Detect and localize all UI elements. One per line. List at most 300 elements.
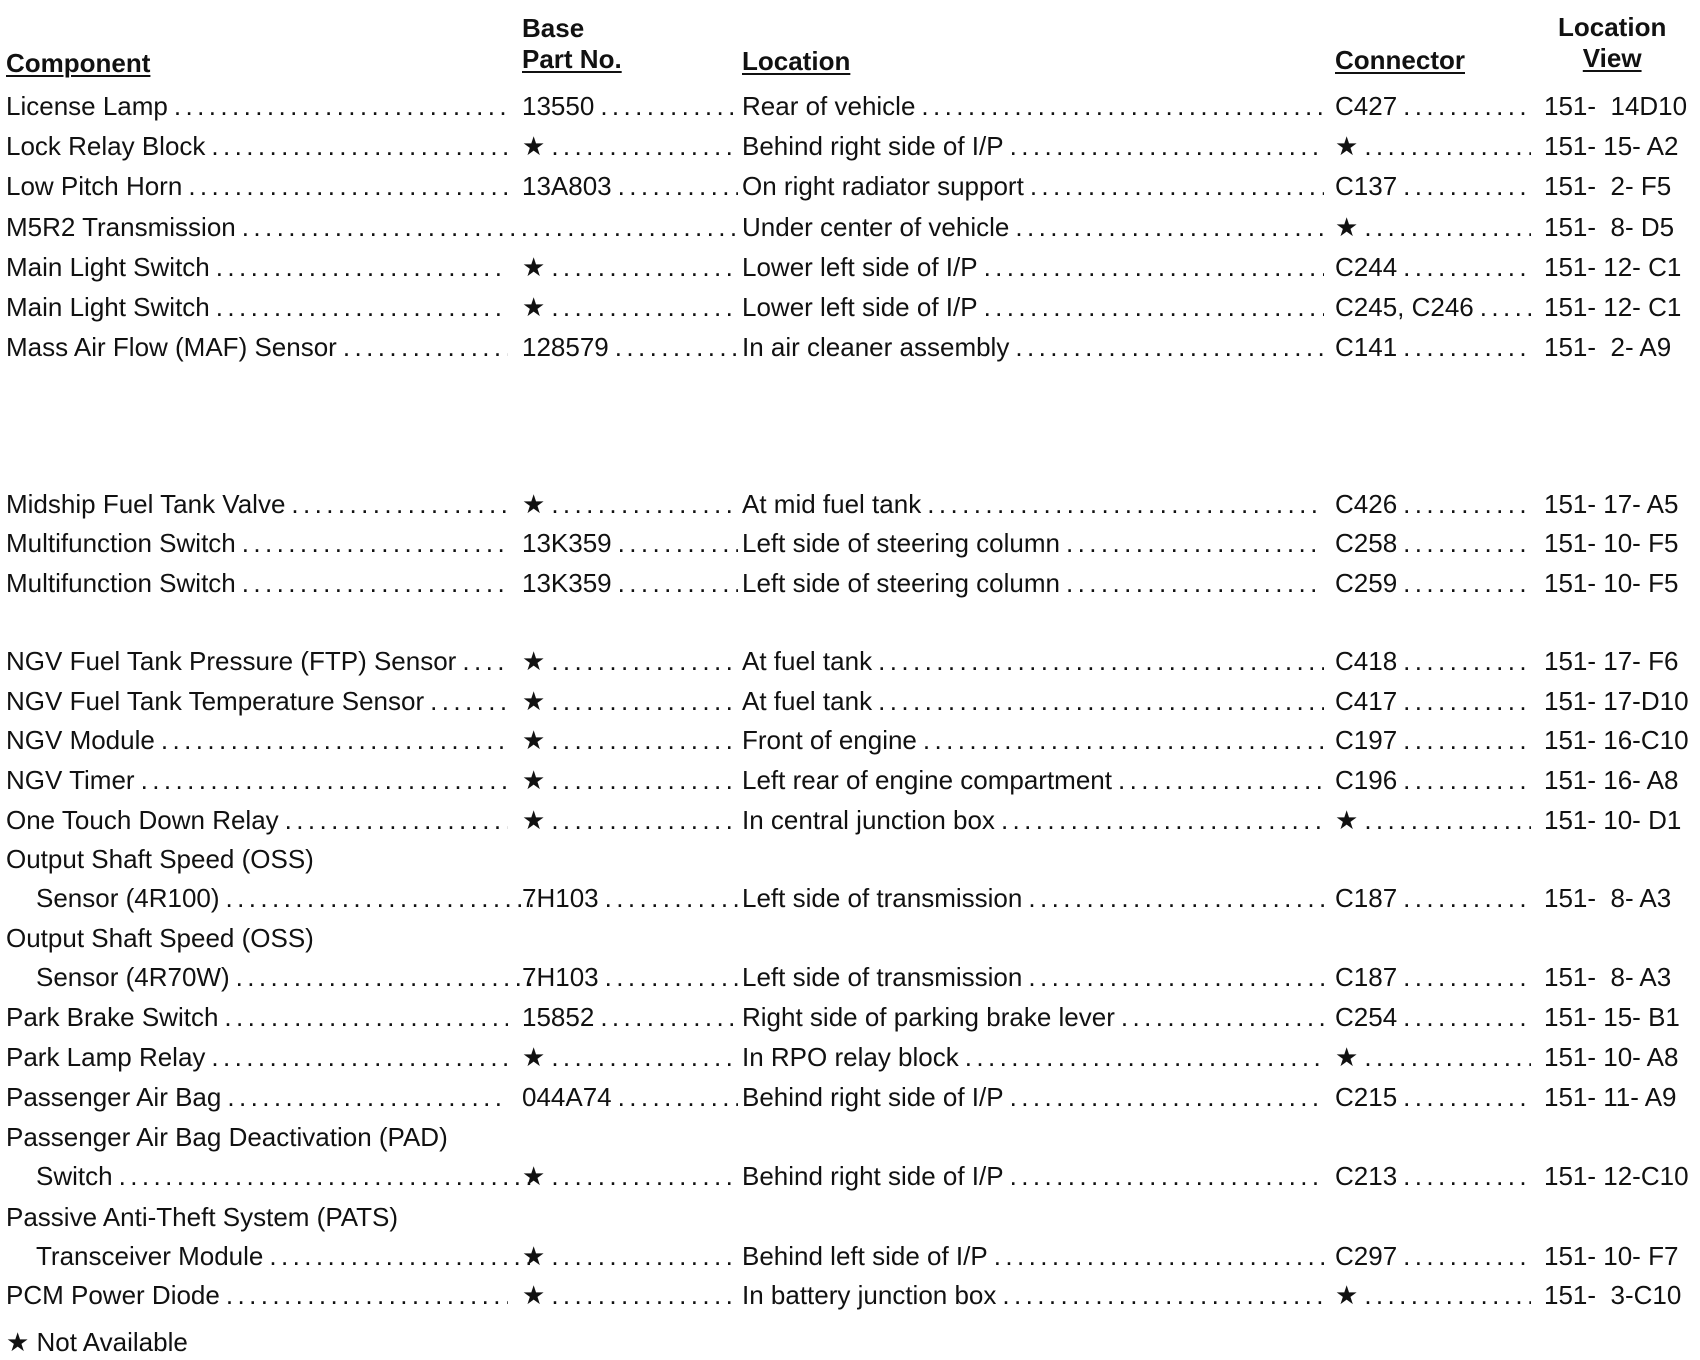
- connector: ★: [1335, 212, 1359, 242]
- location-view: 151- 12- C1: [1544, 252, 1682, 282]
- table-row: [0, 881, 1700, 915]
- location-view: 151- 2- A9: [1544, 332, 1672, 362]
- location-view: 151- 11- A9: [1544, 1082, 1677, 1112]
- component-cell: [6, 1159, 538, 1193]
- location-cell: [742, 487, 1324, 521]
- location-view-cell: [1544, 89, 1700, 123]
- dot-leader: [135, 763, 508, 797]
- part-number-cell: [522, 129, 738, 163]
- location-view-cell: [1544, 723, 1700, 757]
- connector-cell: [1335, 169, 1531, 203]
- component-name: Passenger Air Bag: [6, 1082, 222, 1112]
- location: On right radiator support: [742, 171, 1024, 201]
- dot-leader: [545, 487, 738, 521]
- part-number-cell: [522, 723, 738, 757]
- dot-leader: [1022, 960, 1324, 994]
- location-view-cell: [1544, 763, 1700, 797]
- dot-leader: [1397, 526, 1531, 560]
- location-view-cell: [1544, 290, 1700, 324]
- location-view: 151- 10- F5: [1544, 528, 1679, 558]
- table-row: [0, 89, 1700, 123]
- connector: C137: [1335, 171, 1398, 201]
- table-row: [0, 1080, 1700, 1114]
- table-row: [0, 169, 1700, 203]
- dot-leader: [1358, 1040, 1531, 1074]
- dot-leader: [210, 290, 508, 324]
- part-number: 7H103: [522, 962, 599, 992]
- dot-leader: [612, 169, 738, 203]
- dot-leader: [1397, 566, 1531, 600]
- part-number-cell: [522, 803, 738, 837]
- location-cell: [742, 881, 1324, 915]
- dot-leader: [1358, 803, 1531, 837]
- location: In battery junction box: [742, 1280, 997, 1310]
- location-cell: [742, 723, 1324, 757]
- connector: ★: [1335, 131, 1359, 161]
- dot-leader: [424, 684, 508, 718]
- location-view-cell: [1544, 1239, 1700, 1273]
- table-row: [0, 803, 1700, 837]
- dot-leader: [872, 684, 1324, 718]
- location-view: 151- 17-D10: [1544, 686, 1689, 716]
- dot-leader: [1009, 330, 1324, 364]
- component-name-line1: Passive Anti-Theft System (PATS): [6, 1202, 399, 1232]
- component-cell: [6, 566, 508, 600]
- table-row: [0, 210, 1700, 244]
- location: Left side of steering column: [742, 568, 1060, 598]
- header-part-number: Base Part No.: [522, 13, 622, 74]
- location-view: 151- 8- A3: [1544, 962, 1672, 992]
- connector-cell: [1335, 881, 1531, 915]
- location-cell: [742, 526, 1324, 560]
- connector: C426: [1335, 489, 1398, 519]
- part-number-cell: [522, 250, 738, 284]
- component-cell: [6, 210, 738, 244]
- part-number-cell: [522, 330, 738, 364]
- dot-leader: [1397, 644, 1531, 678]
- location-cell: [742, 1278, 1324, 1312]
- dot-leader: [872, 644, 1324, 678]
- component-name: Sensor (4R100): [36, 883, 220, 913]
- dot-leader: [1397, 763, 1531, 797]
- dot-leader: [220, 1278, 508, 1312]
- location: Left side of transmission: [742, 962, 1023, 992]
- location-cell: [742, 210, 1324, 244]
- location-cell: [742, 330, 1324, 364]
- location-view-cell: [1544, 169, 1700, 203]
- part-number: ★: [522, 252, 546, 282]
- part-number-cell: [522, 1040, 738, 1074]
- dot-leader: [236, 210, 738, 244]
- dot-leader: [1397, 487, 1531, 521]
- dot-leader: [236, 526, 508, 560]
- connector: C254: [1335, 1002, 1398, 1032]
- location-view: 151- 12- C1: [1544, 292, 1682, 322]
- location-view: 151- 17- A5: [1544, 489, 1679, 519]
- dot-leader: [917, 723, 1324, 757]
- header-connector: Connector: [1335, 45, 1465, 75]
- connector: C418: [1335, 646, 1398, 676]
- location: Rear of vehicle: [742, 91, 916, 121]
- part-number: ★: [522, 1042, 546, 1072]
- component-cell: [6, 684, 508, 718]
- part-number-cell: [522, 566, 738, 600]
- component-cell: [6, 526, 508, 560]
- location-cell: [742, 1239, 1324, 1273]
- connector-cell: [1335, 1278, 1531, 1312]
- dot-leader: [1022, 881, 1324, 915]
- dot-leader: [545, 803, 738, 837]
- part-number: ★: [522, 131, 546, 161]
- connector: C187: [1335, 962, 1398, 992]
- part-number-cell: [522, 1080, 738, 1114]
- part-number: 13K359: [522, 528, 612, 558]
- table-row: [0, 566, 1700, 600]
- dot-leader: [1397, 1000, 1531, 1034]
- component-name: M5R2 Transmission: [6, 212, 236, 242]
- connector: C213: [1335, 1161, 1398, 1191]
- location: Behind right side of I/P: [742, 1082, 1004, 1112]
- component-name: NGV Module: [6, 725, 155, 755]
- dot-leader: [996, 1278, 1324, 1312]
- component-cell: [6, 881, 538, 915]
- location-view-cell: [1544, 684, 1700, 718]
- dot-leader: [263, 1239, 538, 1273]
- dot-leader: [599, 881, 738, 915]
- component-name-line1: Output Shaft Speed (OSS): [6, 923, 314, 953]
- location: At fuel tank: [742, 686, 873, 716]
- location-cell: [742, 169, 1324, 203]
- component-name: Transceiver Module: [36, 1241, 264, 1271]
- component-cell: [6, 290, 508, 324]
- dot-leader: [612, 1080, 738, 1114]
- component-cell: [6, 169, 508, 203]
- component-cell: [6, 723, 508, 757]
- location-view-cell: [1544, 330, 1700, 364]
- location: In central junction box: [742, 805, 995, 835]
- component-name: PCM Power Diode: [6, 1280, 220, 1310]
- connector-cell: [1335, 129, 1531, 163]
- dot-leader: [1358, 210, 1531, 244]
- dot-leader: [1397, 960, 1531, 994]
- connector: C245, C246: [1335, 292, 1474, 322]
- location: Under center of vehicle: [742, 212, 1010, 242]
- dot-leader: [1397, 684, 1531, 718]
- dot-leader: [456, 644, 508, 678]
- dot-leader: [1358, 1278, 1531, 1312]
- part-number: 13A803: [522, 171, 612, 201]
- table-row: [0, 290, 1700, 324]
- dot-leader: [599, 960, 738, 994]
- table-row-continuation: [0, 1200, 1700, 1234]
- location: In air cleaner assembly: [742, 332, 1010, 362]
- table-row: [0, 644, 1700, 678]
- connector-cell: [1335, 566, 1531, 600]
- part-number-cell: [522, 881, 738, 915]
- part-number: ★: [522, 1161, 546, 1191]
- connector-cell: [1335, 1239, 1531, 1273]
- location: Left side of transmission: [742, 883, 1023, 913]
- dot-leader: [915, 89, 1324, 123]
- table-row: [0, 526, 1700, 560]
- part-number-cell: [522, 290, 738, 324]
- location-view-cell: [1544, 566, 1700, 600]
- dot-leader: [545, 290, 738, 324]
- connector-cell: [1335, 1159, 1531, 1193]
- table-row: [0, 1000, 1700, 1034]
- dot-leader: [1397, 330, 1531, 364]
- dot-leader: [279, 803, 508, 837]
- component-cell: [6, 129, 508, 163]
- component-cell: [6, 487, 508, 521]
- part-number-cell: [522, 763, 738, 797]
- connector-cell: [1335, 210, 1531, 244]
- component-cell: [6, 803, 508, 837]
- connector: C196: [1335, 765, 1398, 795]
- dot-leader: [221, 1080, 508, 1114]
- dot-leader: [210, 250, 508, 284]
- dot-leader: [1397, 1159, 1531, 1193]
- dot-leader: [1397, 723, 1531, 757]
- table-row: [0, 129, 1700, 163]
- location-view: 151- 14D10: [1544, 91, 1688, 121]
- dot-leader: [612, 566, 738, 600]
- dot-leader: [612, 526, 738, 560]
- connector-cell: [1335, 89, 1531, 123]
- location-view: 151- 12-C10: [1544, 1161, 1689, 1191]
- dot-leader: [1474, 290, 1531, 324]
- part-number: ★: [522, 725, 546, 755]
- component-name: NGV Timer: [6, 765, 135, 795]
- dot-leader: [545, 644, 738, 678]
- part-number: 7H103: [522, 883, 599, 913]
- location-view-cell: [1544, 1159, 1700, 1193]
- location-view-cell: [1544, 881, 1700, 915]
- part-number: 128579: [522, 332, 609, 362]
- location-view: 151- 10- F7: [1544, 1241, 1679, 1271]
- part-number: ★: [522, 765, 546, 795]
- location-view-cell: [1544, 487, 1700, 521]
- table-row: [0, 1278, 1700, 1312]
- component-cell: [6, 250, 508, 284]
- location-cell: [742, 290, 1324, 324]
- location-view-cell: [1544, 644, 1700, 678]
- dot-leader: [545, 1278, 738, 1312]
- part-number: ★: [522, 292, 546, 322]
- table-row: [0, 330, 1700, 364]
- component-cell: [6, 1040, 508, 1074]
- dot-leader: [285, 487, 508, 521]
- dot-leader: [545, 1159, 738, 1193]
- component-cell: [6, 1080, 508, 1114]
- component-cell: [6, 763, 508, 797]
- connector-cell: [1335, 803, 1531, 837]
- table-row-continuation: [0, 1120, 1700, 1154]
- connector-cell: [1335, 1040, 1531, 1074]
- connector: ★: [1335, 1042, 1359, 1072]
- table-row: [0, 487, 1700, 521]
- dot-leader: [1397, 881, 1531, 915]
- connector: C197: [1335, 725, 1398, 755]
- component-name: Sensor (4R70W): [36, 962, 230, 992]
- component-cell: [6, 842, 508, 876]
- location-view-cell: [1544, 210, 1700, 244]
- location-view: 151- 3-C10: [1544, 1280, 1682, 1310]
- location: Behind right side of I/P: [742, 131, 1004, 161]
- component-name: Multifunction Switch: [6, 528, 236, 558]
- dot-leader: [1397, 1080, 1531, 1114]
- location-cell: [742, 763, 1324, 797]
- component-name: Main Light Switch: [6, 252, 210, 282]
- part-number-cell: [522, 487, 738, 521]
- dot-leader: [1397, 89, 1531, 123]
- dot-leader: [155, 723, 508, 757]
- component-name: Lock Relay Block: [6, 131, 206, 161]
- part-number-cell: [522, 1159, 738, 1193]
- component-name: License Lamp: [6, 91, 168, 121]
- component-name: Park Lamp Relay: [6, 1042, 206, 1072]
- connector-cell: [1335, 290, 1531, 324]
- location: Right side of parking brake lever: [742, 1002, 1115, 1032]
- location: Left side of steering column: [742, 528, 1060, 558]
- connector: C258: [1335, 528, 1398, 558]
- table-row: [0, 1239, 1700, 1273]
- location-view: 151- 8- D5: [1544, 212, 1675, 242]
- location-view: 151- 10- F5: [1544, 568, 1679, 598]
- part-number: ★: [522, 686, 546, 716]
- location-view: 151- 16-C10: [1544, 725, 1689, 755]
- component-cell: [6, 1278, 508, 1312]
- connector-cell: [1335, 723, 1531, 757]
- component-name: NGV Fuel Tank Pressure (FTP) Sensor: [6, 646, 457, 676]
- location-cell: [742, 803, 1324, 837]
- dot-leader: [594, 89, 738, 123]
- location-cell: [742, 684, 1324, 718]
- location-view-cell: [1544, 960, 1700, 994]
- location-view: 151- 16- A8: [1544, 765, 1679, 795]
- part-number: 13550: [522, 91, 595, 121]
- connector: ★: [1335, 1280, 1359, 1310]
- table-row-continuation: [0, 842, 1700, 876]
- connector-cell: [1335, 526, 1531, 560]
- part-number-cell: [522, 1000, 738, 1034]
- location-cell: [742, 1040, 1324, 1074]
- location: Lower left side of I/P: [742, 252, 978, 282]
- component-cell: [6, 1120, 508, 1154]
- dot-leader: [113, 1159, 538, 1193]
- header-component: Component: [6, 48, 151, 78]
- location-view-cell: [1544, 803, 1700, 837]
- dot-leader: [1009, 210, 1324, 244]
- location-cell: [742, 1159, 1324, 1193]
- dot-leader: [545, 723, 738, 757]
- location-cell: [742, 960, 1324, 994]
- dot-leader: [1060, 566, 1324, 600]
- location-cell: [742, 129, 1324, 163]
- dot-leader: [1397, 250, 1531, 284]
- part-number-cell: [522, 169, 738, 203]
- connector: C259: [1335, 568, 1398, 598]
- dot-leader: [1397, 1239, 1531, 1273]
- component-name: NGV Fuel Tank Temperature Sensor: [6, 686, 425, 716]
- connector-cell: [1335, 1000, 1531, 1034]
- connector-cell: [1335, 684, 1531, 718]
- connector: C215: [1335, 1082, 1398, 1112]
- dot-leader: [594, 1000, 738, 1034]
- dot-leader: [1004, 1080, 1324, 1114]
- connector: ★: [1335, 805, 1359, 835]
- part-number: ★: [522, 1280, 546, 1310]
- component-name: One Touch Down Relay: [6, 805, 279, 835]
- part-number: ★: [522, 1241, 546, 1271]
- connector-cell: [1335, 763, 1531, 797]
- location-view: 151- 8- A3: [1544, 883, 1672, 913]
- table-row: [0, 250, 1700, 284]
- component-name: Low Pitch Horn: [6, 171, 183, 201]
- dot-leader: [205, 129, 508, 163]
- location-cell: [742, 89, 1324, 123]
- location-view: 151- 17- F6: [1544, 646, 1679, 676]
- component-name: Main Light Switch: [6, 292, 210, 322]
- component-name: Switch: [36, 1161, 113, 1191]
- location-view: 151- 10- D1: [1544, 805, 1682, 835]
- header-location: Location: [742, 46, 851, 76]
- location: Front of engine: [742, 725, 917, 755]
- connector-cell: [1335, 487, 1531, 521]
- component-name: Mass Air Flow (MAF) Sensor: [6, 332, 337, 362]
- dot-leader: [168, 89, 508, 123]
- part-number: ★: [522, 805, 546, 835]
- location-view: 151- 15- B1: [1544, 1002, 1680, 1032]
- dot-leader: [995, 803, 1324, 837]
- table-row: [0, 684, 1700, 718]
- location: Left rear of engine compartment: [742, 765, 1112, 795]
- table-row-continuation: [0, 921, 1700, 955]
- dot-leader: [218, 1000, 508, 1034]
- location-cell: [742, 566, 1324, 600]
- component-cell: [6, 89, 508, 123]
- dot-leader: [545, 1239, 738, 1273]
- table-row: [0, 1040, 1700, 1074]
- table-row: [0, 960, 1700, 994]
- connector: C417: [1335, 686, 1398, 716]
- location-view: 151- 10- A8: [1544, 1042, 1679, 1072]
- location: Behind right side of I/P: [742, 1161, 1004, 1191]
- location-cell: [742, 250, 1324, 284]
- connector-cell: [1335, 330, 1531, 364]
- part-number-cell: [522, 1239, 738, 1273]
- dot-leader: [545, 129, 738, 163]
- part-number: 044A74: [522, 1082, 612, 1112]
- location: In RPO relay block: [742, 1042, 959, 1072]
- dot-leader: [545, 250, 738, 284]
- table-row: [0, 723, 1700, 757]
- dot-leader: [1397, 169, 1531, 203]
- dot-leader: [988, 1239, 1324, 1273]
- part-number-cell: [522, 960, 738, 994]
- table-row: [0, 763, 1700, 797]
- connector-cell: [1335, 960, 1531, 994]
- location-view-cell: [1544, 1040, 1700, 1074]
- location-cell: [742, 644, 1324, 678]
- location-view: 151- 2- F5: [1544, 171, 1672, 201]
- dot-leader: [1115, 1000, 1324, 1034]
- location: Lower left side of I/P: [742, 292, 978, 322]
- location-view-cell: [1544, 1278, 1700, 1312]
- component-name: Park Brake Switch: [6, 1002, 219, 1032]
- footnote: ★ Not Available: [6, 1327, 188, 1357]
- part-number-cell: [522, 1278, 738, 1312]
